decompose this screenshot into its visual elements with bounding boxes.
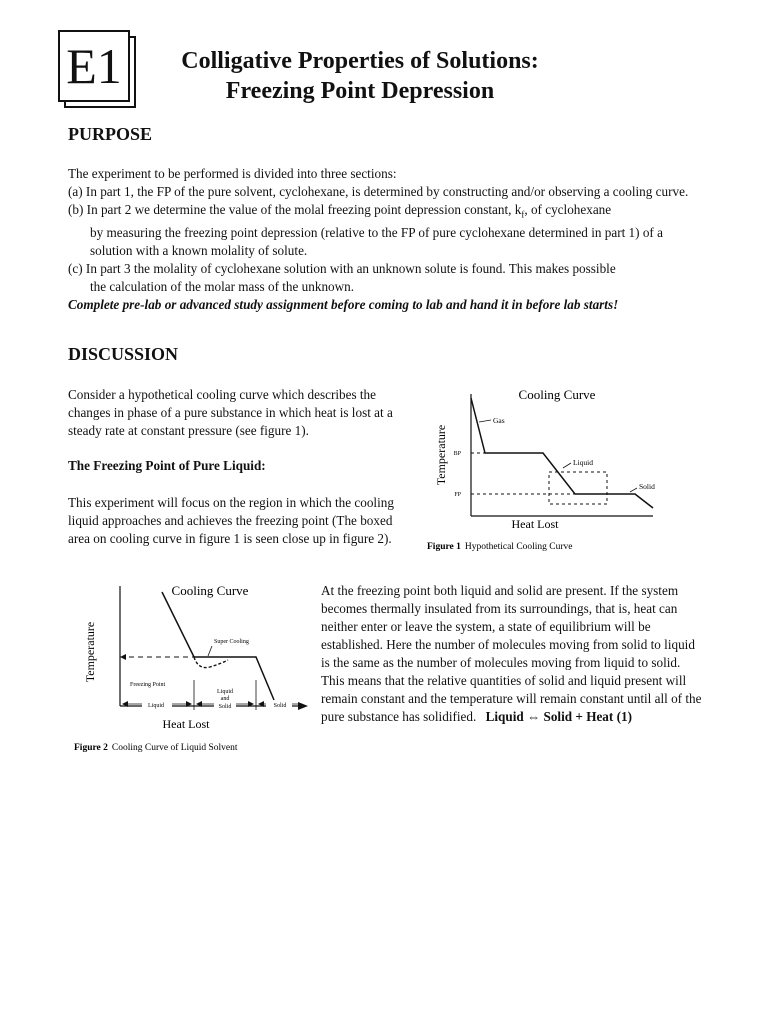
fig1-fp-label: FP [454, 492, 461, 498]
purpose-body [68, 165, 708, 314]
experiment-badge: E1 [58, 30, 130, 102]
fig2-supercooling-label: Super Cooling [214, 639, 249, 645]
title-line-1: Colligative Properties of Solutions: [181, 48, 539, 74]
discussion-para-1: Consider a hypothetical cooling curve which describes the changes in phase of a pure substance in which heat is lost at a steady rate at constant pressure (see figure 1). [68, 387, 393, 438]
title-line-2: Freezing Point Depression [225, 78, 495, 104]
fig1-gas-leader [479, 420, 491, 422]
fig2-curve [162, 592, 274, 700]
freezing-point-subheading: The Freezing Point of Pure Liquid: [68, 458, 266, 473]
fig1-boxed-area [549, 472, 607, 504]
fig1-curve [471, 398, 653, 508]
purpose-heading: PURPOSE [68, 124, 153, 144]
part-b-text: (b) In part 2 we determine the value of the molal freezing point depression constant, k [68, 202, 522, 217]
fig2-liquid-label: Liquid [148, 703, 164, 709]
fig1-solid-label: Solid [639, 482, 655, 491]
part-b-text-end: , of cyclohexane [524, 202, 612, 217]
discussion-para-2: This experiment will focus on the region in which the cooling liquid approaches and achieves the freezing point (The boxed area on cooling curve in figure 1 is seen close up in figure 2). [68, 495, 394, 546]
purpose-intro: The experiment to be performed is divided into three sections: [68, 166, 397, 181]
fig1-gas-label: Gas [493, 416, 505, 425]
fig1-caption-text: Hypothetical Cooling Curve [464, 542, 573, 552]
fig2-caption [74, 742, 238, 753]
discussion-para-3-block [321, 582, 703, 726]
fig1-title: Cooling Curve [518, 387, 596, 402]
equation-1: Liquid ⇔ Solid + Heat (1) [485, 709, 632, 724]
fig2-ylabel: Temperature [83, 621, 97, 683]
purpose-part-b-rest: by measuring the freezing point depression (relative to the FP of pure cyclohexane determined in part 1) of a solution with a known molality of solute. [90, 224, 663, 258]
figure-2-cooling-curve [70, 580, 315, 756]
fig2-xlabel: Heat Lost [162, 717, 210, 731]
fig2-supercooling-curve [194, 657, 228, 668]
purpose-note: Complete pre-lab or advanced study assignment before coming to lab and hand it in before lab starts! [68, 296, 619, 312]
fig1-xlabel: Heat Lost [511, 517, 559, 531]
fig2-x-arrow [298, 702, 308, 710]
fig1-liquid-leader [563, 463, 571, 468]
fig2-liquid-solid-label-2: and [220, 696, 230, 702]
discussion-para-3: At the freezing point both liquid and solid are present. If the system becomes thermally insulated from its surroundings, that is, heat can neither enter or leave the system, a state of equilibrium will be established. Here the number of molecules moving from solid to liquid is the same as the number of molecules moving from liquid to solid. This means that the relative quantities of solid and liquid present will remain constant and the temperature will remain constant until all of the pure substance has solidified. [321, 583, 702, 724]
fig1-caption [427, 542, 573, 552]
fig1-solid-leader [630, 488, 637, 492]
fig2-title: Cooling Curve [171, 583, 249, 598]
part-b-subscript: f [521, 209, 525, 220]
fig2-fp-arrow [120, 654, 126, 660]
discussion-heading: DISCUSSION [68, 344, 179, 364]
fig1-ylabel: Temperature [434, 424, 448, 486]
figure-1-cooling-curve [425, 380, 665, 558]
fig2-caption-text: Cooling Curve of Liquid Solvent [111, 743, 238, 753]
purpose-part-a: (a) In part 1, the FP of the pure solvent, cyclohexane, is determined by constructing and/or observing a cooling curve. [68, 184, 689, 199]
purpose-part-b-line1 [68, 201, 708, 224]
fig2-solid-label: Solid [273, 703, 287, 709]
fig2-fp-label: Freezing Point [130, 682, 166, 688]
fig2-caption-num: Figure 2 [74, 743, 108, 753]
page-title [150, 46, 570, 106]
fig1-liquid-label: Liquid [573, 458, 593, 467]
fig1-caption-num: Figure 1 [427, 542, 461, 552]
fig2-liquid-solid-label-3: Solid [218, 704, 232, 710]
purpose-part-c-rest: the calculation of the molar mass of the unknown. [90, 278, 355, 294]
purpose-part-c-line1: (c) In part 3 the molality of cyclohexane solution with an unknown solute is found. This makes possible [68, 260, 616, 276]
fig2-liquid-solid-label-1: Liquid [217, 689, 233, 695]
fig1-bp-label: BP [453, 451, 461, 457]
fig2-supercooling-leader [208, 646, 212, 656]
